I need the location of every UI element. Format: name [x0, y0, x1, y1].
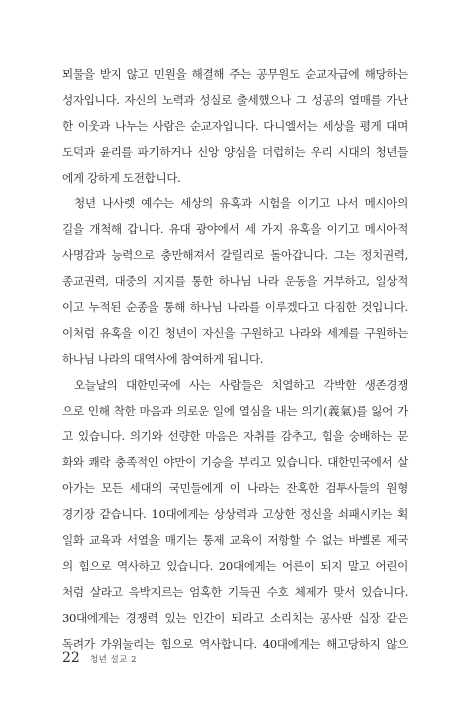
page-footer — [62, 650, 137, 666]
text-line: 하나님 나라의 대역사에 참여하게 됩니다. — [62, 351, 264, 366]
text-line: 경기장 같습니다. 10대에게는 상상력과 고상한 정신을 쇠패시키는 획 — [62, 507, 408, 522]
body-text — [62, 62, 408, 657]
text-line: 화와 쾌락 충족적인 야만이 기승을 부리고 있습니다. 대한민국에서 살 — [62, 455, 408, 470]
text-line: 30대에게는 경쟁력 있는 인간이 되라고 소리치는 공사판 십장 같은 — [62, 610, 408, 625]
running-title: 청년 설교 2 — [89, 655, 137, 665]
text-line: 에게 강하게 도전합니다. — [62, 170, 181, 185]
text-line: 아가는 모든 세대의 국민들에게 이 나라는 잔혹한 검투사들의 원형 — [62, 481, 408, 496]
text-line: 오늘날의 대한민국에 사는 사람들은 치열하고 각박한 생존경쟁 — [74, 377, 408, 392]
page-number: 22 — [62, 650, 80, 666]
text-line: 일화 교육과 서열을 매기는 통제 교육이 저항할 수 없는 바벨론 제국 — [62, 533, 408, 548]
text-line: 이처럼 유혹을 이긴 청년이 자신을 구원하고 나라와 세계를 구원하는 — [62, 325, 408, 340]
text-line: 사명감과 능력으로 충만해져서 갈릴리로 돌아갑니다. 그는 정치권력, — [62, 248, 408, 263]
text-line: 고 있습니다. 의기와 선량한 마음은 자취를 감추고, 힘을 숭배하는 문 — [62, 429, 408, 444]
text-line: 처럼 살라고 윽박지르는 엄혹한 기득권 수호 체제가 맞서 있습니다. — [62, 584, 408, 599]
text-line: 도덕과 윤리를 파기하거나 신앙 양심을 더럽히는 우리 시대의 청년들 — [62, 144, 408, 159]
text-line: 종교권력, 대중의 지지를 통한 하나님 나라 운동을 거부하고, 일상적 — [62, 274, 408, 289]
text-line: 뫼물을 받지 않고 민원을 해결해 주는 공무원도 순교자급에 해당하는 — [62, 67, 408, 81]
text-line: 청년 나사렛 예수는 세상의 유혹과 시험을 이기고 나서 메시아의 — [74, 196, 408, 211]
text-line: 의 힘으로 역사하고 있습니다. 20대에게는 어른이 되지 말고 어린이 — [62, 558, 408, 573]
text-line: 이고 누적된 순종을 통해 하나님 나라를 이루겠다고 다짐한 것입니다. — [62, 300, 408, 315]
text-line: 길을 개척해 갑니다. 유대 광야에서 세 가지 유혹을 이기고 메시아적 — [62, 222, 408, 237]
text-line: 독려가 가위눌리는 힘으로 역사합니다. 40대에게는 해고당하지 않으 — [62, 636, 408, 651]
text-line: 성자입니다. 자신의 노력과 성실로 출세했으나 그 성공의 열매를 가난 — [62, 92, 408, 107]
text-line: 한 이웃과 나누는 사람은 순교자입니다. 다니엘서는 세상을 평게 대며 — [62, 118, 408, 133]
text-line: 으로 인해 착한 마음과 의로운 일에 열심을 내는 의기(義氣)를 잃어 가 — [62, 403, 408, 418]
